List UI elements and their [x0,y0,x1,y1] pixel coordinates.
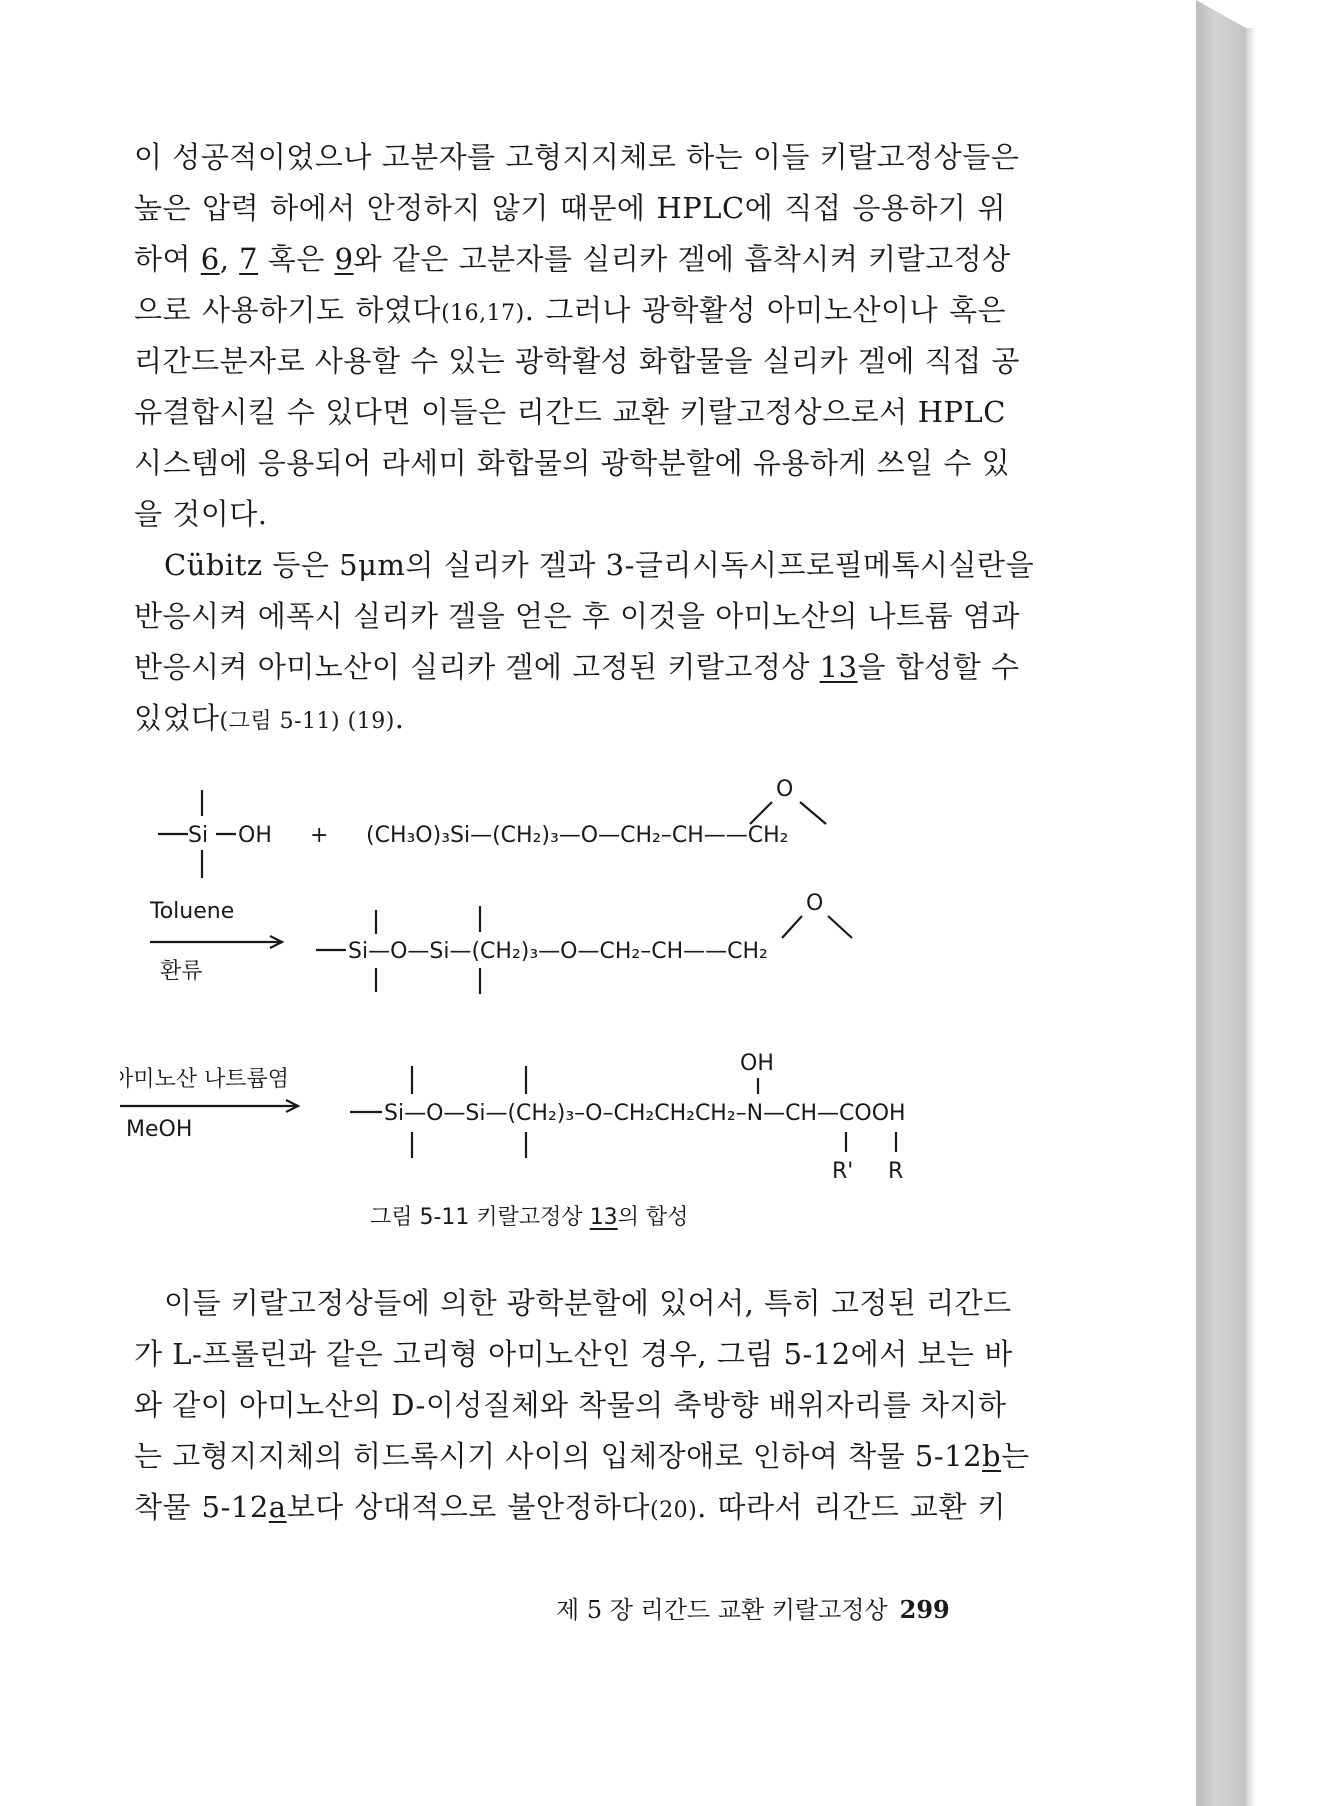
arrow-label-reflux: 환류 [160,959,203,984]
page-edge [1196,0,1246,1806]
compound-ref: 9 [334,242,354,276]
text-line: 을 것이다. [134,497,268,531]
text-line: 착물 5-12a보다 상대적으로 불안정하다(20). 따라서 리간드 교환 키 [134,1490,1006,1524]
text-line: 으로 사용하기도 하였다(16,17). 그러나 광학활성 아미노산이나 혹은 [134,293,1006,327]
compound-ref: 13 [589,1205,618,1230]
text-line: 리간드분자로 사용할 수 있는 광학활성 화합물을 실리카 겔에 직접 공 [134,344,1020,378]
reagent-formula: (CH₃O)₃Si—(CH₂)₃—O—CH₂–CH——CH₂ [366,823,789,848]
text-line: Cübitz 등은 5μm의 실리카 겔과 3-글리시독시프로필메톡시실란을 [164,548,1035,582]
page-footer [556,1590,950,1625]
complex-ref: b [982,1439,1002,1473]
text-line: 반응시켜 아미노산이 실리카 겔에 고정된 키랄고정상 13을 합성할 수 [134,650,1020,684]
product-1-formula: Si—O—Si—(CH₂)₃—O—CH₂–CH——CH₂ [348,939,768,964]
arrow-label-toluene: Toluene [150,899,235,924]
text-line: 있었다(그림 5-11) (19). [134,701,405,735]
text-line: 는 고형지지체의 히드록시기 사이의 입체장애로 인하여 착물 5-12b는 [134,1439,1030,1473]
silanol-oh: OH [238,823,272,848]
text-line: 가 L-프롤린과 같은 고리형 아미노산인 경우, 그림 5-12에서 보는 바 [134,1337,1013,1371]
paragraph-3 [134,1278,1030,1533]
plus-sign: + [310,823,329,848]
paragraph-2 [134,540,1035,744]
reaction-row-1 [158,777,826,878]
reaction-row-2 [149,891,852,994]
paragraph-1 [134,132,1020,540]
text-line: 와 같이 아미노산의 D-이성질체와 착물의 축방향 배위자리를 차지하 [134,1388,1007,1422]
citation: (그림 5-11) (19) [219,709,395,734]
reaction-scheme-figure [120,760,1040,1260]
epoxide-oxygen: O [776,777,794,802]
compound-ref: 6 [200,242,220,276]
page-number: 299 [899,1595,950,1624]
citation: (16,17) [441,301,525,326]
compound-ref: 13 [819,650,858,684]
reaction-scheme-svg [120,760,1040,1260]
text-line: 시스템에 응용되어 라세미 화합물의 광학분할에 유용하게 쓰일 수 있 [134,446,1011,480]
page-shadow [1246,28,1256,1806]
final-product-formula: Si—O—Si—(CH₂)₃–O–CH₂CH₂CH₂–N—CH—COOH [384,1101,906,1126]
silanol-si: Si [188,823,209,848]
text-line: 유결합시킬 수 있다면 이들은 리간드 교환 키랄고정상으로서 HPLC [134,395,1006,429]
figure-caption: 그림 5-11 키랄고정상 13의 합성 [370,1205,689,1230]
arrow-label-amino-acid: 아미노산 나트륨염 [120,1067,290,1092]
hydroxyl-label: OH [740,1051,774,1076]
complex-ref: a [268,1490,287,1524]
chapter-title: 제 5 장 리간드 교환 키랄고정상 [556,1596,888,1624]
text-line: 이들 키랄고정상들에 의한 광학분할에 있어서, 특히 고정된 리간드 [164,1286,1012,1320]
text-line: 반응시켜 에폭시 실리카 겔을 얻은 후 이것을 아미노산의 나트륨 염과 [134,599,1020,633]
text-line: 높은 압력 하에서 안정하지 않기 때문에 HPLC에 직접 응용하기 위 [134,191,1006,225]
text-line: 이 성공적이었으나 고분자를 고형지지체로 하는 이들 키랄고정상들은 [134,140,1020,174]
reaction-row-3 [120,1051,906,1184]
arrow-label-meoh: MeOH [126,1117,193,1142]
r-label: R [888,1159,904,1184]
text-line: 하여 6, 7 혹은 9와 같은 고분자를 실리카 겔에 흡착시켜 키랄고정상 [134,242,1011,276]
citation: (20) [650,1498,698,1523]
epoxide-oxygen-2: O [806,891,824,916]
compound-ref: 7 [239,242,259,276]
r-prime-label: R' [832,1159,854,1184]
